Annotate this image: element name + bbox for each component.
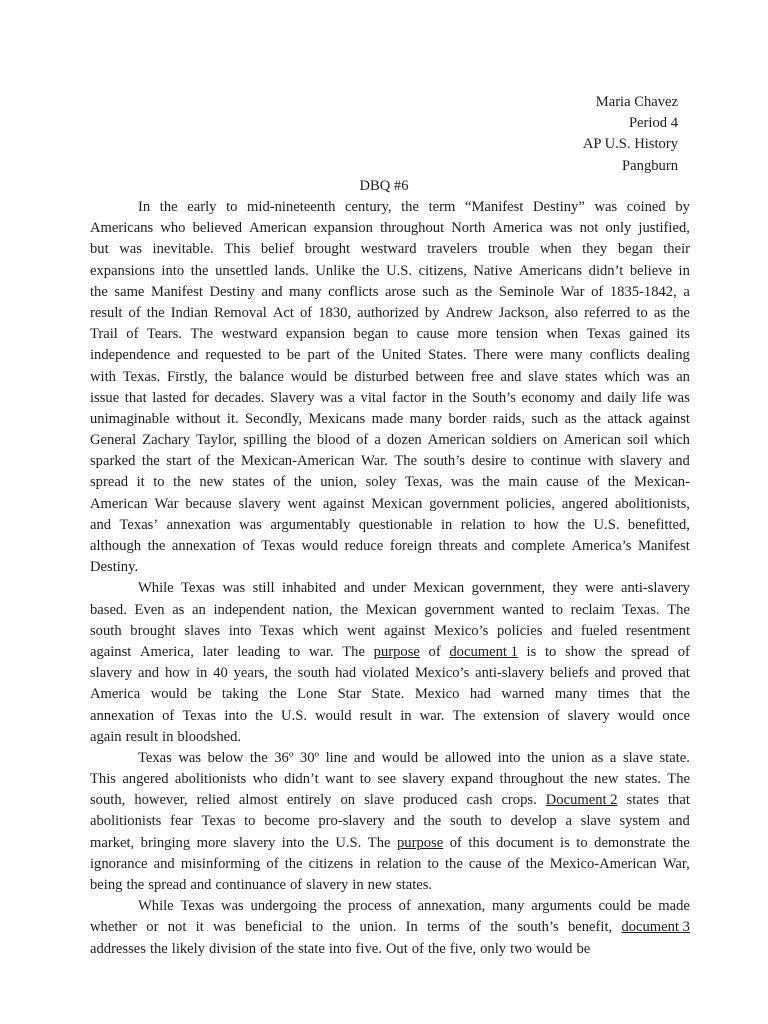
text-line: with Texas. Firstly, the balance would be disturbed between free and slave states which was an (90, 368, 690, 385)
text-line: General Zachary Taylor, spilling the blood of a dozen American soldiers on American soil which (90, 432, 690, 449)
document-reference: document 1 (449, 643, 518, 660)
document-reference: purpose (397, 834, 444, 851)
text-line: In the early to mid-nineteenth century, the term “Manifest Destiny” was coined by (138, 199, 690, 215)
text-line: sparked the start of the Mexican-American War. The south’s desire to continue with slavery and (90, 453, 690, 470)
essay-body (90, 197, 690, 960)
class-period: Period 4 (628, 115, 678, 132)
text-line: being the spread and continuance of slavery in new states. (90, 877, 433, 893)
text-line: based. Even as an independent nation, the Mexican government wanted to reclaim Texas. The (90, 601, 690, 618)
paragraph (90, 748, 690, 896)
text-line: the same Manifest Destiny and many conflicts arose such as the Seminole War of 1835-1842, a (90, 283, 690, 300)
text-line: issue that lasted for decades. Slavery was a vital factor in the South’s economy and daily life was (90, 389, 690, 406)
text-line: addresses the likely division of the state into five. Out of the five, only two would be (90, 940, 591, 957)
text-line: Trail of Tears. The westward expansion began to cause more tension when Texas gained its (90, 326, 690, 343)
paragraph (90, 197, 690, 578)
text-line: and Texas’ annexation was argumentably questionable in relation to how the U.S. benefitted, (90, 516, 690, 533)
text-line: Americans who believed American expansion throughout North America was not only justified, (90, 220, 690, 237)
text-line: spread it to the new states of the union, soley Texas, was the main cause of the Mexican- (90, 474, 690, 491)
paragraph (90, 578, 690, 748)
text-line: annexation of Texas into the U.S. would result in war. The extension of slavery would once (90, 707, 690, 724)
text-line: although the annexation of Texas would reduce foreign threats and complete America’s Manifest (90, 538, 690, 554)
author-name: Maria Chavez (595, 94, 678, 110)
text-line: American War because slavery went against Mexican government policies, angered abolitionists, (90, 495, 690, 512)
text-line: While Texas was still inhabited and under Mexican government, they were anti-slavery (138, 580, 690, 597)
document-title: DBQ #6 (359, 178, 409, 194)
text-line: abolitionists fear Texas to become pro-slavery and the south to develop a slave system and (90, 813, 690, 830)
text-line: again result in bloodshed. (90, 728, 242, 745)
document-reference: purpose (373, 643, 420, 660)
text-line: America would be taking the Lone Star State. Mexico had warned many times that the (90, 686, 690, 703)
text-line: against America, later leading to war. The purpose of document 1 is to show the spread of (90, 643, 690, 660)
text-line: ignorance and misinforming of the citizens in relation to the cause of the Mexico-American War, (90, 855, 690, 872)
text-line: unimaginable without it. Secondly, Mexicans made many border raids, such as the attack against (90, 410, 690, 427)
text-line: While Texas was undergoing the process of annexation, many arguments could be made (138, 898, 690, 915)
text-line: expansions into the unsettled lands. Unlike the U.S. citizens, Native Americans didn’t believe in (90, 262, 690, 279)
text-line: but was inevitable. This belief brought westward travelers trouble when they began their (90, 241, 690, 258)
text-line: Destiny. (90, 559, 139, 576)
paragraph (90, 896, 690, 960)
text-line: This angered abolitionists who didn’t want to see slavery expand throughout the new states. The (90, 771, 690, 788)
text-line: whether or not it was beneficial to the union. In terms of the south’s benefit, document 3 (90, 919, 690, 936)
text-line: south, however, relied almost entirely on slave produced cash crops. Document 2 states that (90, 792, 690, 809)
teacher-name: Pangburn (622, 157, 678, 174)
text-line: result of the Indian Removal Act of 1830, authorized by Andrew Jackson, also referred to as the (90, 304, 690, 321)
document-reference: document 3 (621, 919, 690, 936)
text-line: slavery and how in 40 years, the south had violated Mexico’s anti-slavery beliefs and proved that (90, 665, 690, 682)
document-reference: Document 2 (545, 792, 618, 809)
text-line: south brought slaves into Texas which went against Mexico’s policies and fueled resentment (90, 622, 690, 639)
text-line: Texas was below the 36º 30º line and would be allowed into the union as a slave state. (138, 749, 690, 766)
text-line: market, bringing more slavery into the U.S. The purpose of this document is to demonstrate the (90, 834, 690, 851)
text-line: independence and requested to be part of the United States. There were many conflicts dealing (90, 347, 690, 364)
course-name: AP U.S. History (582, 136, 678, 153)
header-block (583, 92, 678, 177)
